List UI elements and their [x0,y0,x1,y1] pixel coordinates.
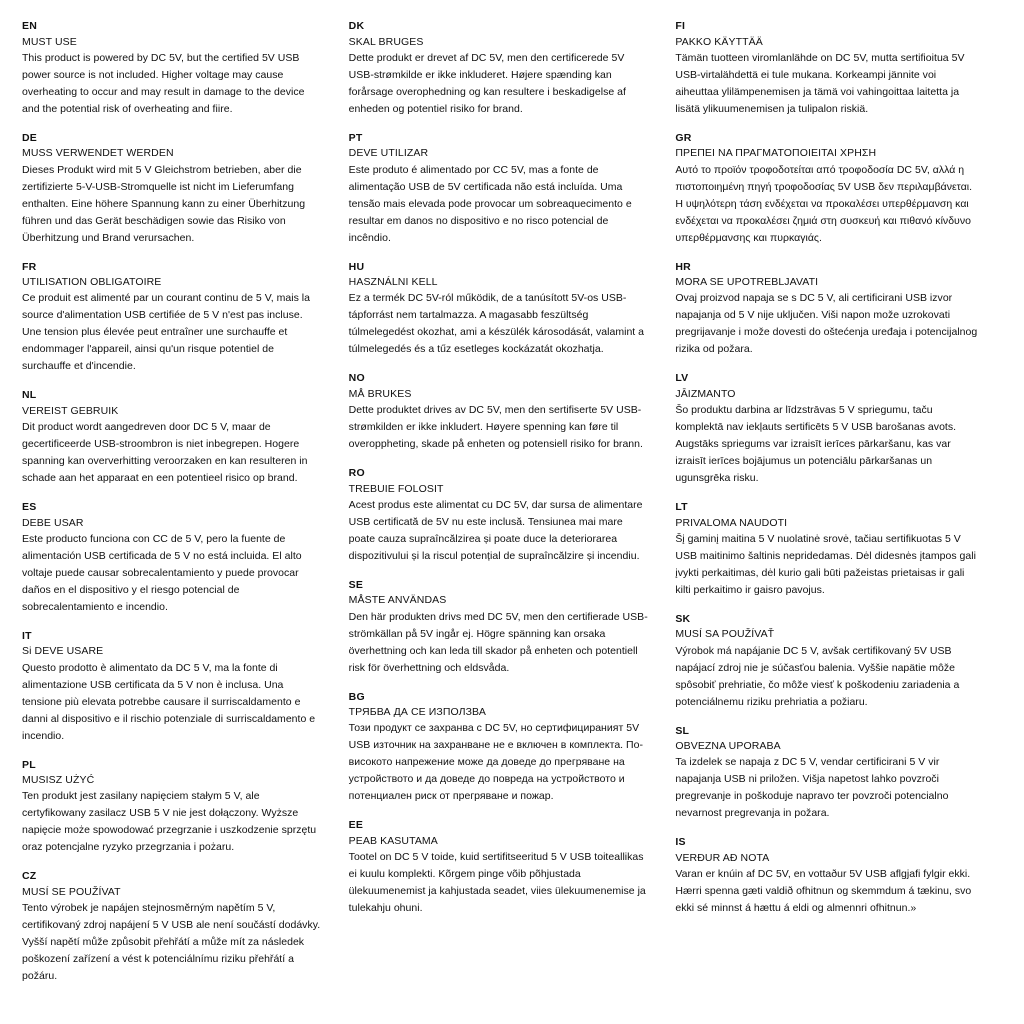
language-entry-sl [675,725,978,823]
language-body: Varan er knúin af DC 5V, en vottaður 5V USB aflgjafi fylgir ekki. Hærri spenna gæti valdið ofhitnun og skemmdum á tækinu, svo ekki sé minnst á hættu á eldi og almennri ofhitnun.» [675,868,972,915]
language-body: Този продукт се захранва с DC 5V, но сертифицираният 5V USB източник на захранване не е включен в комплекта. По-високото напрежение може да доведе до прегряване на устройството и да доведе до повреда на устройството и потенциален риск от прегряване и пожар. [348,722,643,803]
language-body: Ce produit est alimenté par un courant continu de 5 V, mais la source d'alimentation USB certifiée de 5 V n'est pas incluse. Une tension plus élevée peut entraîner une surchauffe et endommager l'appareil, ainsi qu'un risque potentiel de surchauffe et d'incendie. [22,292,311,373]
language-entry-gr [675,132,978,247]
language-heading: MUSÍ SE POUŽÍVAT [22,885,121,898]
column-2 [349,20,676,1014]
language-entry-hr [675,261,978,359]
language-body: Questo prodotto è alimentato da DC 5 V, ma la fonte di alimentazione USB certificata da 5 V non è inclusa. Una tensione più elevata potrebbe causare il surriscaldamento e danni al dispositivo e il rischio potenziale di surriscaldamento e incendio. [22,661,316,742]
language-entry-fi [675,20,978,118]
language-code: NO [348,372,365,385]
language-entry-ro [349,467,652,565]
language-heading: OBVEZNA UPORABA [675,740,781,753]
language-entry-fr [22,261,325,376]
language-code: IS [675,836,686,849]
language-entry-it [22,630,325,745]
language-entry-lv [675,372,978,487]
language-body: Den här produkten drivs med DC 5V, men den certifierade USB-strömkällan på 5V ingår ej. Högre spänning kan orsaka överhettning och kan leda till skador på enheten och potentiell risk för överhettning och eldsvåda. [348,610,648,674]
language-body: Dieses Produkt wird mit 5 V Gleichstrom betrieben, aber die zertifizierte 5-V-USB-Stromquelle ist nicht im Lieferumfang enthalten. Eine höhere Spannung kann zu einer Überhitzung führen und das Gerät beschädigen sowie das Risiko von Überhitzung und Brand verursachen. [22,163,306,244]
language-heading: MORA SE UPOTREBLJAVATI [675,276,819,289]
language-entry-pt [349,132,652,247]
language-body: Acest produs este alimentat cu DC 5V, dar sursa de alimentare USB certificată de 5V nu este inclusă. Tensiunea mai mare poate cauza supraîncălzirea și poate duce la deteriorarea dispozitivului și la riscul potențial de supraîncălzire și incendiu. [348,498,643,562]
language-entry-cz [22,870,325,985]
language-body: Dette produktet drives av DC 5V, men den sertifiserte 5V USB-strømkilden er ikke inkludert. Høyere spenning kan føre til overoppheting, skade på enheten og potensiell risiko for brann. [348,404,643,451]
language-body: Dit product wordt aangedreven door DC 5 V, maar de gecertificeerde USB-stroombron is niet inbegrepen. Hogere spanning kan oververhitting veroorzaken en kan resulteren in schade aan het apparaat en een potentieel risico op brand. [22,421,308,485]
language-code: EE [348,819,364,832]
language-code: SE [348,578,364,591]
language-entry-hu [349,261,652,359]
language-body: Dette produkt er drevet af DC 5V, men den certificerede 5V USB-strømkilde er ikke inkluderet. Højere spænding kan forårsage overophedning og kan resultere i beskadigelse af enheden og potentiel risiko for brand. [348,51,626,115]
language-code: FI [675,20,686,32]
language-code: PT [348,131,363,144]
language-body: Šo produktu darbina ar līdzstrāvas 5 V spriegumu, taču komplektā nav iekļauts sertificēts 5 V USB barošanas avots. Augstāks spriegums var izraisīt ierīces pārkaršanu, kas var izraisīt ierīces bojājumus un potenciālu pārkaršanas un ugunsgrēka risku. [675,404,957,485]
language-code: FR [22,260,37,273]
language-entry-en [22,20,325,118]
language-code: BG [348,690,365,703]
language-heading: Si DEVE USARE [22,645,104,658]
language-entry-is [675,836,978,917]
language-heading: PAKKO KÄYTTÄÄ [675,35,763,48]
language-heading: DEBE USAR [22,516,84,529]
language-entry-es [22,501,325,616]
language-heading: MUSISZ UŻYĆ [22,774,95,787]
language-code: DE [22,131,37,144]
language-entry-sk [675,613,978,711]
language-heading: ΠΡΕΠΕΙ ΝΑ ΠΡΑΓΜΑΤΟΠΟΙΕΙΤΑΙ ΧΡΗΣΗ [675,147,877,160]
column-1 [22,20,349,1014]
language-heading: MUSS VERWENDET WERDEN [22,147,174,160]
language-body: Tootel on DC 5 V toide, kuid sertifitseeritud 5 V USB toiteallikas ei kuulu komplekti. Kõrgem pinge võib põhjustada ülekuumenemist ja kahjustada seadet, viies ülekuumenemise ja tulekahju ohuni. [348,851,646,915]
language-heading: MÅSTE ANVÄNDAS [348,594,447,607]
language-code: DK [348,20,365,32]
language-code: LT [675,501,688,514]
language-code: GR [675,131,692,144]
language-entry-de [22,132,325,247]
language-body: Tämän tuotteen viromlanlähde on DC 5V, mutta sertifioitua 5V USB-virtalähdettä ei tule mukana. Korkeampi jännite voi aiheuttaa ylilämpenemisen ja tämä voi vahingoittaa laitetta ja lisätä ylikuumenemisen ja tulipalon riskiä. [675,51,965,115]
language-code: HR [675,260,691,273]
language-entry-lt [675,501,978,599]
language-body: This product is powered by DC 5V, but the certified 5V USB power source is not included. Higher voltage may cause overheating to occur and may result in damage to the device and the potential risk of overheating and fiire. [22,51,305,115]
language-heading: MUSÍ SA POUŽÍVAŤ [675,628,775,641]
language-entry-no [349,372,652,453]
language-entry-nl [22,389,325,487]
language-body: Ta izdelek se napaja z DC 5 V, vendar certificirani 5 V vir napajanja USB ni priložen. Višja napetost lahko povzroči pregrevanje in poškoduje napravo ter povzroči potencialno nevarnost pregrevanja in požara. [675,756,949,820]
language-heading: PRIVALOMA NAUDOTI [675,516,788,529]
language-body: Este produto é alimentado por CC 5V, mas a fonte de alimentação USB de 5V certificada não está incluída. Uma tensão mais elevada pode provocar um sobreaquecimento e resultar em danos no dispositivo e no risco potencial de incêndio. [348,163,632,244]
language-body: Αυτό το προϊόν τροφοδοτείται από τροφοδοσία DC 5V, αλλά η πιστοποιημένη πηγή τροφοδοσίας 5V USB δεν περιλαμβάνεται. Η υψηλότερη τάση ενδέχεται να προκαλέσει υπερθέρμανση και ενδέχεται να προκαλέσει ζημιά στη συσκευή και πιθανό κίνδυνο υπερθέρμανσης και πυρκαγιάς. [675,163,973,244]
language-code: PL [22,758,36,771]
language-code: RO [348,467,365,480]
language-heading: MÅ BRUKES [348,387,412,400]
language-heading: DEVE UTILIZAR [348,147,429,160]
language-code: SL [675,724,690,737]
language-heading: HASZNÁLNI KELL [348,276,438,289]
language-heading: PEAB KASUTAMA [348,834,438,847]
language-heading: ТРЯБВА ДА СЕ ИЗПОЛЗВА [348,706,486,719]
language-heading: SKAL BRUGES [348,35,424,48]
language-entry-bg [349,691,652,806]
language-body: Ten produkt jest zasilany napięciem stałym 5 V, ale certyfikowany zasilacz USB 5 V nie jest dołączony. Wyższe napięcie może spowodować przegrzanie i uszkodzenie sprzętu oraz potencjalne ryzyko przegrzania i pożaru. [22,790,317,854]
language-heading: VEREIST GEBRUIK [22,404,119,417]
language-entry-se [349,579,652,677]
language-body: Šį gaminį maitina 5 V nuolatinė srovė, tačiau sertifikuotas 5 V USB maitinimo šaltinis nepridedamas. Dėl didesnės įtampos gali įvykti perkaitimas, dėl kurio gali būti pažeistas prietaisas ir gali kilti perkaitimo ir gaisro pavojus. [675,532,976,596]
language-code: SK [675,612,691,625]
language-entry-pl [22,759,325,857]
language-code: CZ [22,870,37,883]
language-heading: TREBUIE FOLOSIT [348,482,444,495]
language-entry-dk [349,20,652,118]
language-code: EN [22,20,37,32]
language-code: LV [675,372,689,385]
language-body: Ez a termék DC 5V-ról működik, de a tanúsított 5V-os USB-tápforrást nem tartalmazza. A magasabb feszültség túlmelegedést okozhat, ami a készülék károsodását, valamint a túlmelegedés és a tűz esetleges kockázatát okozhatja. [348,292,645,356]
language-heading: JĀIZMANTO [675,387,736,400]
language-body: Ovaj proizvod napaja se s DC 5 V, ali certificirani USB izvor napajanja od 5 V nije uključen. Viši napon može uzrokovati pregrijavanje i može dovesti do oštećenja uređaja i potencijalnog rizika od požara. [675,292,978,356]
language-code: ES [22,501,37,514]
language-code: HU [348,260,365,273]
language-code: IT [22,629,32,642]
language-entry-ee [349,819,652,917]
language-code: NL [22,389,37,402]
language-body: Este producto funciona con CC de 5 V, pero la fuente de alimentación USB certificada de 5 V no está incluida. El alto voltaje puede causar sobrecalentamiento y puede provocar daños en el dispositivo y el riesgo potencial de sobrecalentamiento e incendio. [22,532,302,613]
language-heading: UTILISATION OBLIGATOIRE [22,276,162,289]
column-3 [675,20,1002,1014]
language-heading: VERÐUR AÐ NOTA [675,851,770,864]
language-body: Tento výrobek je napájen stejnosměrným napětím 5 V, certifikovaný zdroj napájení 5 V USB ale není součástí dodávky. Vyšší napětí může způsobit přehřátí a může mít za následek poškození zařízení a vést k potenciálnímu riziku přehřátí a požáru. [22,902,321,983]
language-heading: MUST USE [22,35,77,48]
language-body: Výrobok má napájanie DC 5 V, avšak certifikovaný 5V USB napájací zdroj nie je súčasťou balenia. Vyššie napätie môže spôsobiť prehriatie, čo môže viesť k poškodeniu zariadenia a potenciálnemu riziku prehriatia a požiaru. [675,644,960,708]
